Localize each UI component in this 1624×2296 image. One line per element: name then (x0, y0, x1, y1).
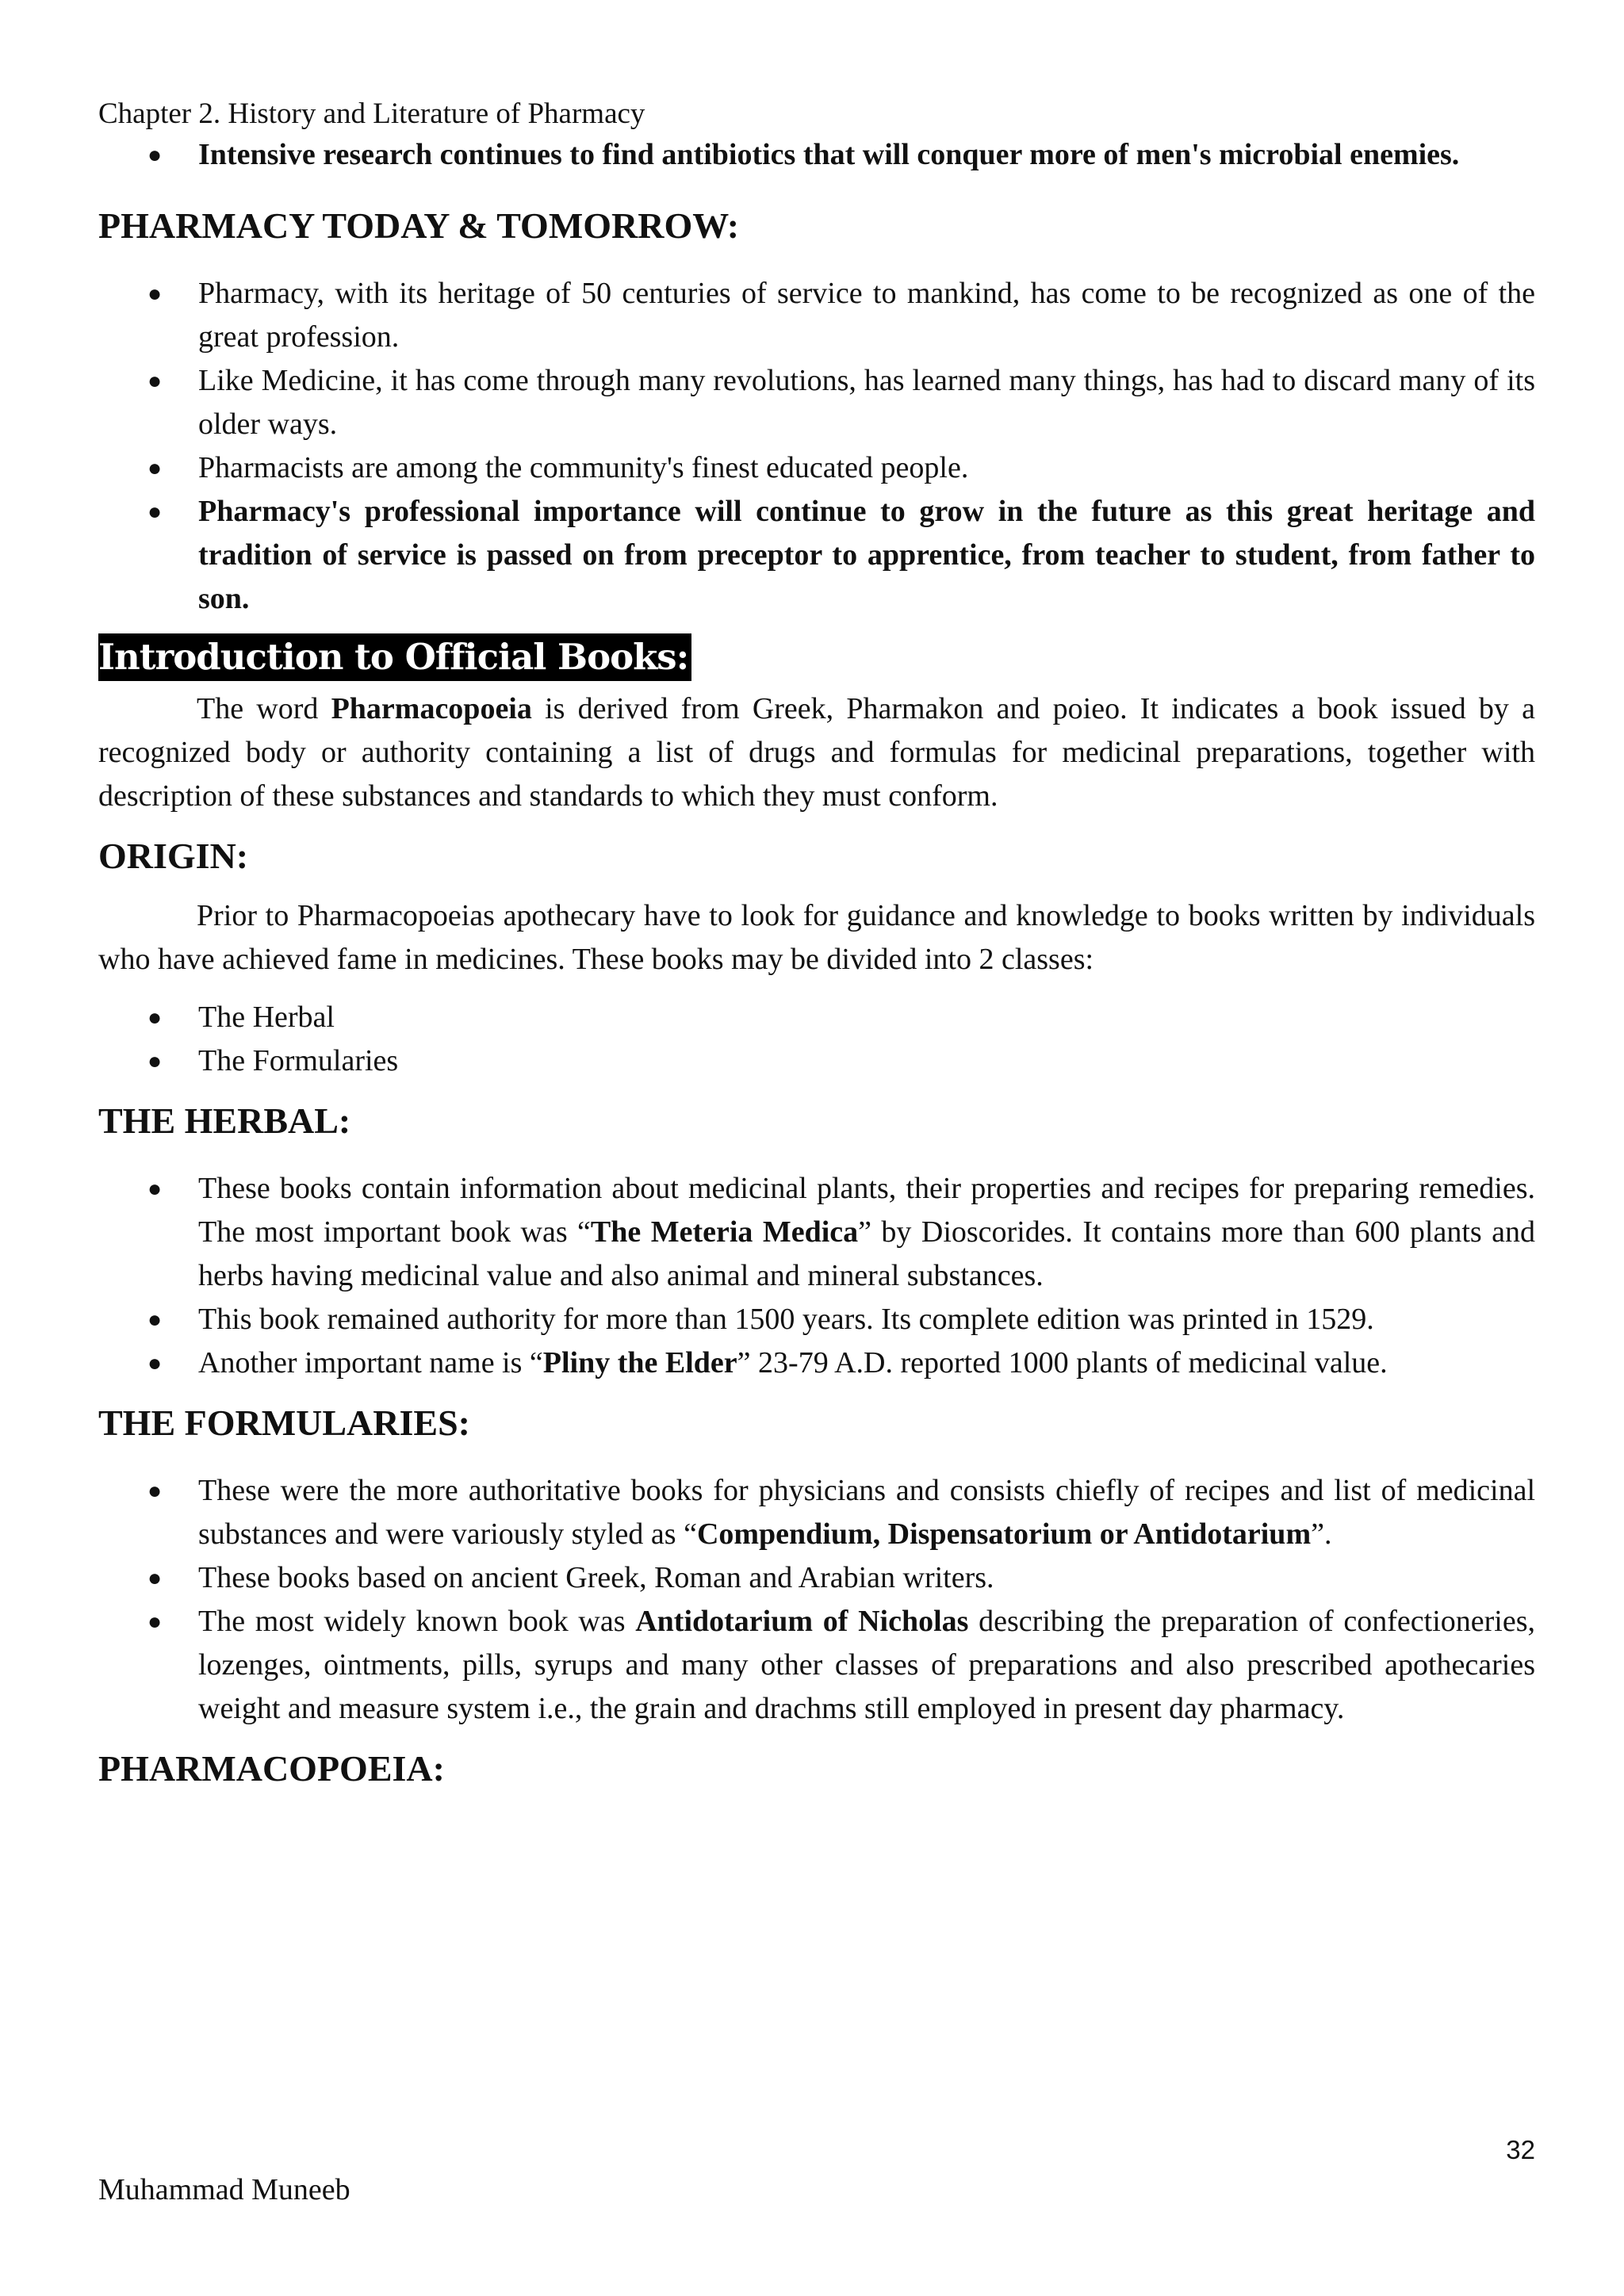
bullet-text: describing the preparation of confectioneries, lozenges, ointments, pills, syrups and many other classes of preparations and also prescribed apothecaries weight and measure system i.e., the grain and drachms still employed in present day pharmacy. (198, 1605, 1535, 1725)
term-meteria-medica: The Meteria Medica (590, 1215, 859, 1249)
list-item (98, 133, 1535, 177)
bullet-text: Intensive research continues to find antibiotics that will conquer more of men's microbial enemies. (198, 138, 1460, 171)
bullet-icon: ● (147, 1609, 163, 1635)
term-compendium: Compendium, Dispensatorium or Antidotarium (696, 1517, 1312, 1551)
list-item (98, 359, 1535, 446)
pharmacy-today-list (98, 272, 1535, 621)
bullet-text: The most widely known book was (198, 1605, 636, 1638)
bullet-icon: ● (147, 368, 163, 394)
list-item (98, 1167, 1535, 1298)
bullet-icon: ● (147, 1048, 163, 1074)
running-head: Chapter 2. History and Literature of Pharmacy (98, 98, 645, 130)
list-item (98, 1039, 1535, 1083)
origin-paragraph: Prior to Pharmacopoeias apothecary have to look for guidance and knowledge to books written by individuals who have achieved fame in medicines. These books may be divided into 2 classes: (98, 899, 1535, 976)
section-heading-pharmacy-today: PHARMACY TODAY & TOMORROW: (98, 205, 740, 246)
page-number: 32 (1506, 2135, 1535, 2164)
bullet-text: The Herbal (198, 1001, 335, 1034)
bullet-icon: ● (147, 1350, 163, 1376)
list-item (98, 490, 1535, 621)
page-content (98, 95, 1535, 1793)
bullet-text: Like Medicine, it has come through many revolutions, has learned many things, has had to discard many of its older ways. (198, 364, 1535, 441)
para-text: The word (197, 692, 331, 725)
footer-author: Muhammad Muneeb (98, 2173, 350, 2206)
bullet-icon: ● (147, 1004, 163, 1031)
bullet-text: ” by Dioscorides. It contains more than 600 plants and herbs having medicinal value and also animal and mineral substances. (198, 1215, 1535, 1292)
bullet-text: This book remained authority for more than 1500 years. Its complete edition was printed in 1529. (198, 1303, 1374, 1336)
bullet-text: Another important name is “ (198, 1346, 543, 1380)
bullet-icon: ● (147, 142, 163, 168)
bullet-icon: ● (147, 1176, 163, 1202)
section-heading-herbal: THE HERBAL: (98, 1100, 351, 1141)
bullet-icon: ● (147, 455, 163, 481)
bullet-text: Pharmacy, with its heritage of 50 centuries of service to mankind, has come to be recognized as one of the great profession. (198, 277, 1535, 354)
term-pliny-the-elder: Pliny the Elder (542, 1346, 737, 1380)
herbal-bullet-list (98, 1167, 1535, 1385)
list-item (98, 1341, 1535, 1385)
bullet-icon: ● (147, 1565, 163, 1591)
term-pharmacopoeia: Pharmacopoeia (331, 692, 532, 725)
list-item (98, 1556, 1535, 1600)
bullet-icon: ● (147, 1307, 163, 1333)
formularies-bullet-list (98, 1469, 1535, 1731)
official-books-banner (98, 633, 1535, 681)
origin-bullet-list (98, 996, 1535, 1083)
list-item (98, 1600, 1535, 1731)
para-text: is derived from Greek, Pharmakon and poieo. It indicates a book issued by a recognized body or authority containing a list of drugs and formulas for medicinal preparations, together with description of these substances and standards to which they must conform. (98, 692, 1535, 813)
bullet-icon: ● (147, 281, 163, 307)
bullet-text: These books contain information about medicinal plants, their properties and recipes for preparing remedies. The most important book was “ (198, 1172, 1535, 1249)
list-item (98, 996, 1535, 1039)
section-heading-pharmacopoeia: PHARMACOPOEIA: (98, 1748, 445, 1789)
list-item (98, 1469, 1535, 1556)
bullet-text: The Formularies (198, 1044, 399, 1077)
bullet-text: These were the more authoritative books for physicians and consists chiefly of recipes and list of medicinal substances and were variously styled as “ (198, 1474, 1535, 1551)
bullet-text: These books based on ancient Greek, Roman and Arabian writers. (198, 1561, 994, 1594)
term-antidotarium-of-nicholas: Antidotarium of Nicholas (635, 1605, 969, 1638)
section-heading-formularies: THE FORMULARIES: (98, 1402, 470, 1443)
intro-bullet-list (98, 133, 1535, 177)
official-books-paragraph (98, 687, 1535, 818)
bullet-text: ” 23-79 A.D. reported 1000 plants of medicinal value. (737, 1346, 1388, 1380)
bullet-text: Pharmacists are among the community's finest educated people. (198, 451, 969, 484)
list-item (98, 446, 1535, 490)
section-heading-origin: ORIGIN: (98, 836, 249, 876)
bullet-icon: ● (147, 499, 163, 525)
section-heading-official-books: Introduction to Official Books: (98, 633, 691, 681)
bullet-text: ”. (1311, 1517, 1332, 1551)
list-item (98, 272, 1535, 359)
bullet-text: Pharmacy's professional importance will continue to grow in the future as this great heritage and tradition of service is passed on from preceptor to apprentice, from teacher to student, from father to son. (198, 495, 1535, 615)
bullet-icon: ● (147, 1478, 163, 1504)
list-item (98, 1298, 1535, 1341)
